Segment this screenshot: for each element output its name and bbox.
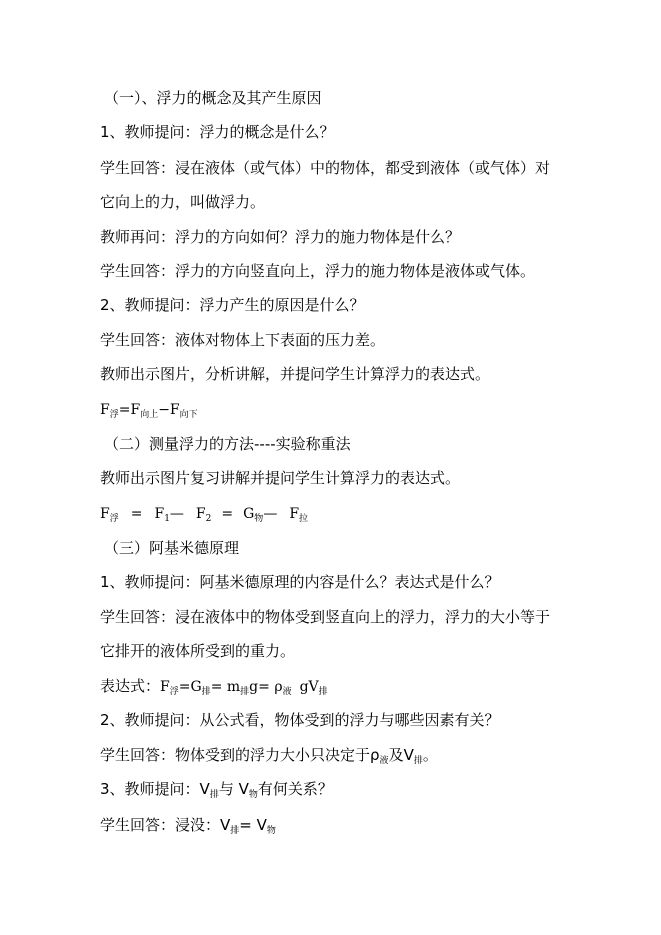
formula-term: F [289, 506, 300, 522]
teacher-question-1: 1、教师提问：浮力的概念是什么？ [100, 123, 335, 141]
question-text: 与 V [218, 780, 249, 798]
formula-term: −F [158, 402, 180, 418]
student-answer-1-line-2: 它向上的力，叫做浮力。 [100, 193, 266, 211]
teacher-instruction-1: 教师出示图片，分析讲解，并提问学生计算浮力的表达式。 [100, 365, 491, 383]
formula-subscript: 排 [318, 687, 328, 697]
formula-subscript: 浮 [109, 410, 119, 420]
formula-term: = [221, 506, 234, 522]
formula-term: = m [210, 679, 241, 695]
formula-subscript: 浮 [169, 687, 179, 697]
formula-subscript: 拉 [299, 514, 309, 524]
formula-subscript: 物 [248, 790, 258, 800]
section-heading-1: （一）、浮力的概念及其产生原因 [104, 89, 322, 107]
formula-archimedes [100, 676, 328, 702]
answer-text: 及V [388, 746, 414, 764]
formula-subscript: 排 [240, 687, 250, 697]
answer-text: 学生回答：物体受到的浮力大小只决定于 [100, 746, 371, 764]
formula-subscript: 物 [254, 514, 264, 524]
student-answer-5 [100, 815, 276, 841]
teacher-question-2: 2、教师提问：浮力产生的原因是什么？ [100, 296, 365, 314]
formula-subscript: 排 [201, 687, 211, 697]
formula-term: =F [118, 402, 141, 418]
teacher-question-3: 1、教师提问：阿基米德原理的内容是什么？表达式是什么？ [100, 573, 500, 591]
formula-term: ρ [370, 746, 380, 764]
student-answer-3-line-1: 学生回答：浸在液体中的物体受到竖直向上的浮力，浮力的大小等于 [100, 608, 551, 626]
formula-term: F [100, 506, 110, 522]
student-answer-4 [100, 745, 438, 771]
formula-subscript: 排 [413, 756, 423, 766]
formula-subscript: 向上 [140, 410, 159, 420]
section-heading-3: （三）阿基米德原理 [104, 539, 240, 557]
formula-term: ρ [274, 679, 283, 695]
student-answer-followup: 学生回答：浮力的方向竖直向上，浮力的施力物体是液体或气体。 [100, 262, 536, 280]
formula-term: F [195, 506, 206, 522]
answer-text: 。 [422, 746, 438, 764]
formula-subscript: 1 [164, 514, 170, 524]
formula-term: F [160, 679, 170, 695]
student-answer-2: 学生回答：液体对物体上下表面的压力差。 [100, 331, 386, 349]
formula-subscript: 排 [209, 790, 219, 800]
answer-text: 学生回答：浸没：V [100, 816, 231, 834]
section-heading-2: （二）测量浮力的方法----实验称重法 [104, 435, 351, 453]
formula-subscript: 浮 [109, 514, 119, 524]
question-text: 3、教师提问：V [100, 780, 210, 798]
formula-term: — [263, 506, 278, 522]
teacher-question-4: 2、教师提问：从公式看，物体受到的浮力与哪些因素有关？ [100, 711, 500, 729]
student-answer-1-line-1: 学生回答：浸在液体（或气体）中的物体，都受到液体（或气体）对 [100, 159, 551, 177]
formula-subscript: 向下 [179, 410, 198, 420]
teacher-instruction-2: 教师出示图片复习讲解并提问学生计算浮力的表达式。 [100, 469, 461, 487]
formula-label: 表达式： [100, 677, 161, 695]
student-answer-3-line-2: 它排开的液体所受到的重力。 [100, 642, 296, 660]
formula-term: F [154, 506, 165, 522]
formula-subscript: 2 [205, 514, 212, 524]
formula-term: G [243, 506, 255, 522]
formula-term: gV [299, 679, 319, 695]
formula-term: g= [249, 679, 275, 695]
question-text: 有何关系？ [257, 780, 333, 798]
formula-weighing-method [100, 504, 308, 529]
answer-text: = V [239, 816, 267, 834]
formula-subscript: 液 [379, 756, 389, 766]
formula-term: F [100, 402, 110, 418]
formula-term: — [169, 506, 184, 522]
teacher-followup-question: 教师再问：浮力的方向如何？浮力的施力物体是什么？ [100, 228, 461, 246]
formula-subscript: 液 [282, 687, 292, 697]
formula-subscript: 物 [266, 826, 276, 836]
formula-pressure-difference [100, 400, 198, 425]
formula-term: =G [178, 679, 202, 695]
formula-term: = [130, 506, 143, 522]
teacher-question-5 [100, 779, 333, 805]
formula-subscript: 排 [230, 826, 240, 836]
